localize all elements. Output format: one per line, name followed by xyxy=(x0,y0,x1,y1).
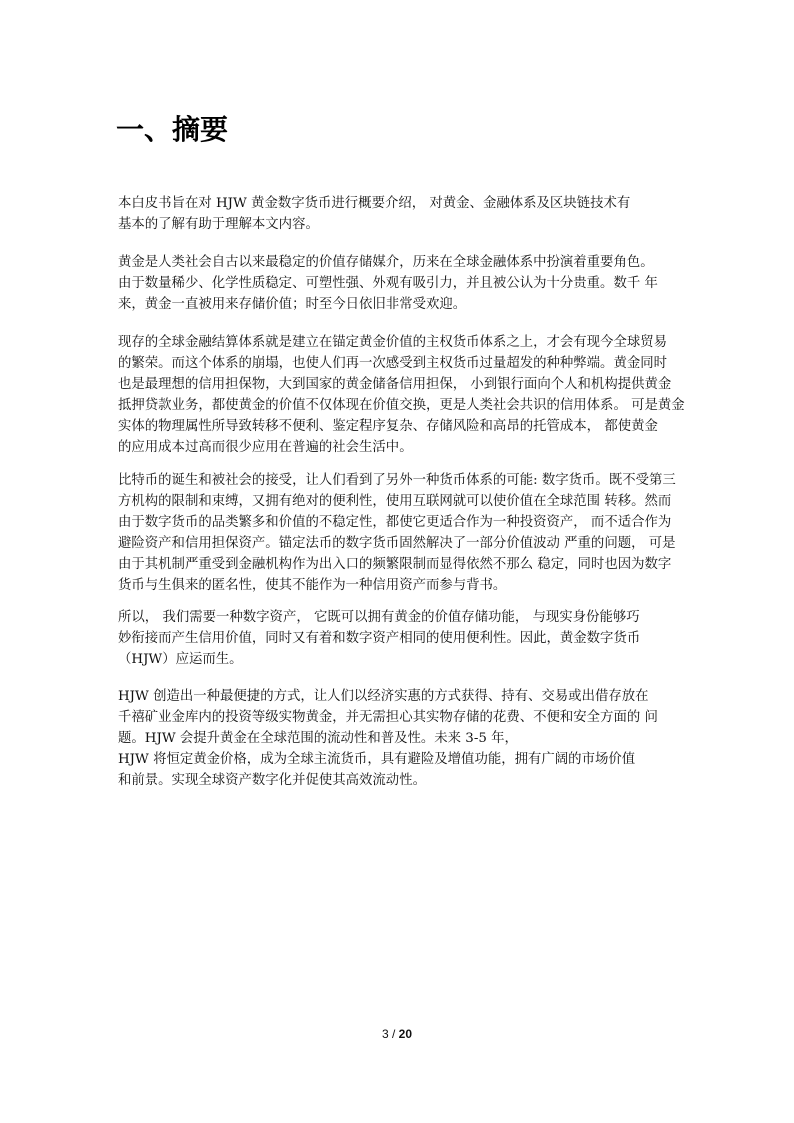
text-line: 抵押贷款业务，都使黄金的价值不仅体现在价值交换，更是人类社会共识的信用体系。 可是黄金 xyxy=(118,398,685,413)
text-line: 所以， 我们需要一种数字资产， 它既可以拥有黄金的价值存储功能， 与现实身份能够巧 xyxy=(118,610,640,625)
text-line: 基本的了解有助于理解本文内容。 xyxy=(118,217,319,232)
text-line: 题。HJW 会提升黄金在全球范围的流动性和普及性。未来 3-5 年， xyxy=(118,731,518,746)
text-line: 避险资产和信用担保资产。锚定法币的数字货币固然解决了一部分价值波动 严重的问题， 可是 xyxy=(118,536,676,551)
paragraph-need xyxy=(118,607,698,670)
text-line: 本白皮书旨在对 HJW 黄金数字货币进行概要介绍， 对黄金、金融体系及区块链技术有 xyxy=(118,196,631,211)
text-line: 由于其机制严重受到金融机构作为出入口的频繁限制而显得依然不那么 稳定，同时也因为数字 xyxy=(118,557,672,572)
text-line: 由于数字货币的品类繁多和价值的不稳定性，都使它更适合作为一种投资资产， 而不适合作为 xyxy=(118,515,672,530)
text-line: 由于数量稀少、化学性质稳定、可塑性强、外观有吸引力，并且被公认为十分贵重。数千 年 xyxy=(118,276,658,291)
text-line: 来，黄金一直被用来存储价值；时至今日依旧非常受欢迎。 xyxy=(118,297,467,312)
text-line: 千禧矿业金库内的投资等级实物黄金，并无需担心其实物存储的花费、不便和安全方面的 问 xyxy=(118,710,658,725)
text-line: 方机构的限制和束缚，又拥有绝对的便利性，使用互联网就可以使价值在全球范围 转移。然而 xyxy=(118,494,672,509)
page-separator: / xyxy=(388,1027,399,1041)
text-line: 也是最理想的信用担保物，大到国家的黄金储备信用担保， 小到银行面向个人和机构提供黄金 xyxy=(118,377,672,392)
text-line: 妙衔接而产生信用价值，同时又有着和数字资产相同的使用便利性。因此，黄金数字货币 xyxy=(118,631,641,646)
text-line: 的应用成本过高而很少应用在普遍的社会生活中。 xyxy=(118,440,413,455)
text-line: 货币与生俱来的匿名性，使其不能作为一种信用资产而参与背书。 xyxy=(118,578,507,593)
page-number xyxy=(0,1026,794,1042)
text-line: 的繁荣。而这个体系的崩塌，也使人们再一次感受到主权货币过量超发的种种弊端。黄金同时 xyxy=(118,356,668,371)
paragraph-hjw xyxy=(118,686,698,791)
paragraph-financial-system xyxy=(118,332,698,458)
text-line: HJW 将恒定黄金价格，成为全球主流货币，具有避险及增值功能，拥有广阔的市场价值 xyxy=(118,752,636,767)
text-line: 比特币的诞生和被社会的接受，让人们看到了另外一种货币体系的可能: 数字货币。既不受第三 xyxy=(118,473,676,488)
text-line: HJW 创造出一种最便捷的方式，让人们以经济实惠的方式获得、持有、交易或出借存放在 xyxy=(118,689,649,704)
text-line: 黄金是人类社会自古以来最稳定的价值存储媒介，历来在全球金融体系中扮演着重要角色。 xyxy=(118,255,654,270)
paragraph-gold-history xyxy=(118,252,698,315)
paragraph-bitcoin xyxy=(118,470,698,596)
paragraph-intro xyxy=(118,193,698,235)
text-line: （HJW）应运而生。 xyxy=(118,652,243,667)
text-line: 现存的全球金融结算体系就是建立在锚定黄金价值的主权货币体系之上，才会有现今全球贸易 xyxy=(118,335,668,350)
current-page: 3 xyxy=(381,1027,389,1041)
text-line: 实体的物理属性所导致转移不便利、鉴定程序复杂、存储风险和高昂的托管成本， 都使黄金 xyxy=(118,419,658,434)
section-heading: 一、摘要 xyxy=(116,113,229,146)
total-pages: 20 xyxy=(398,1027,413,1041)
text-line: 和前景。实现全球资产数字化并促使其高效流动性。 xyxy=(118,773,426,788)
